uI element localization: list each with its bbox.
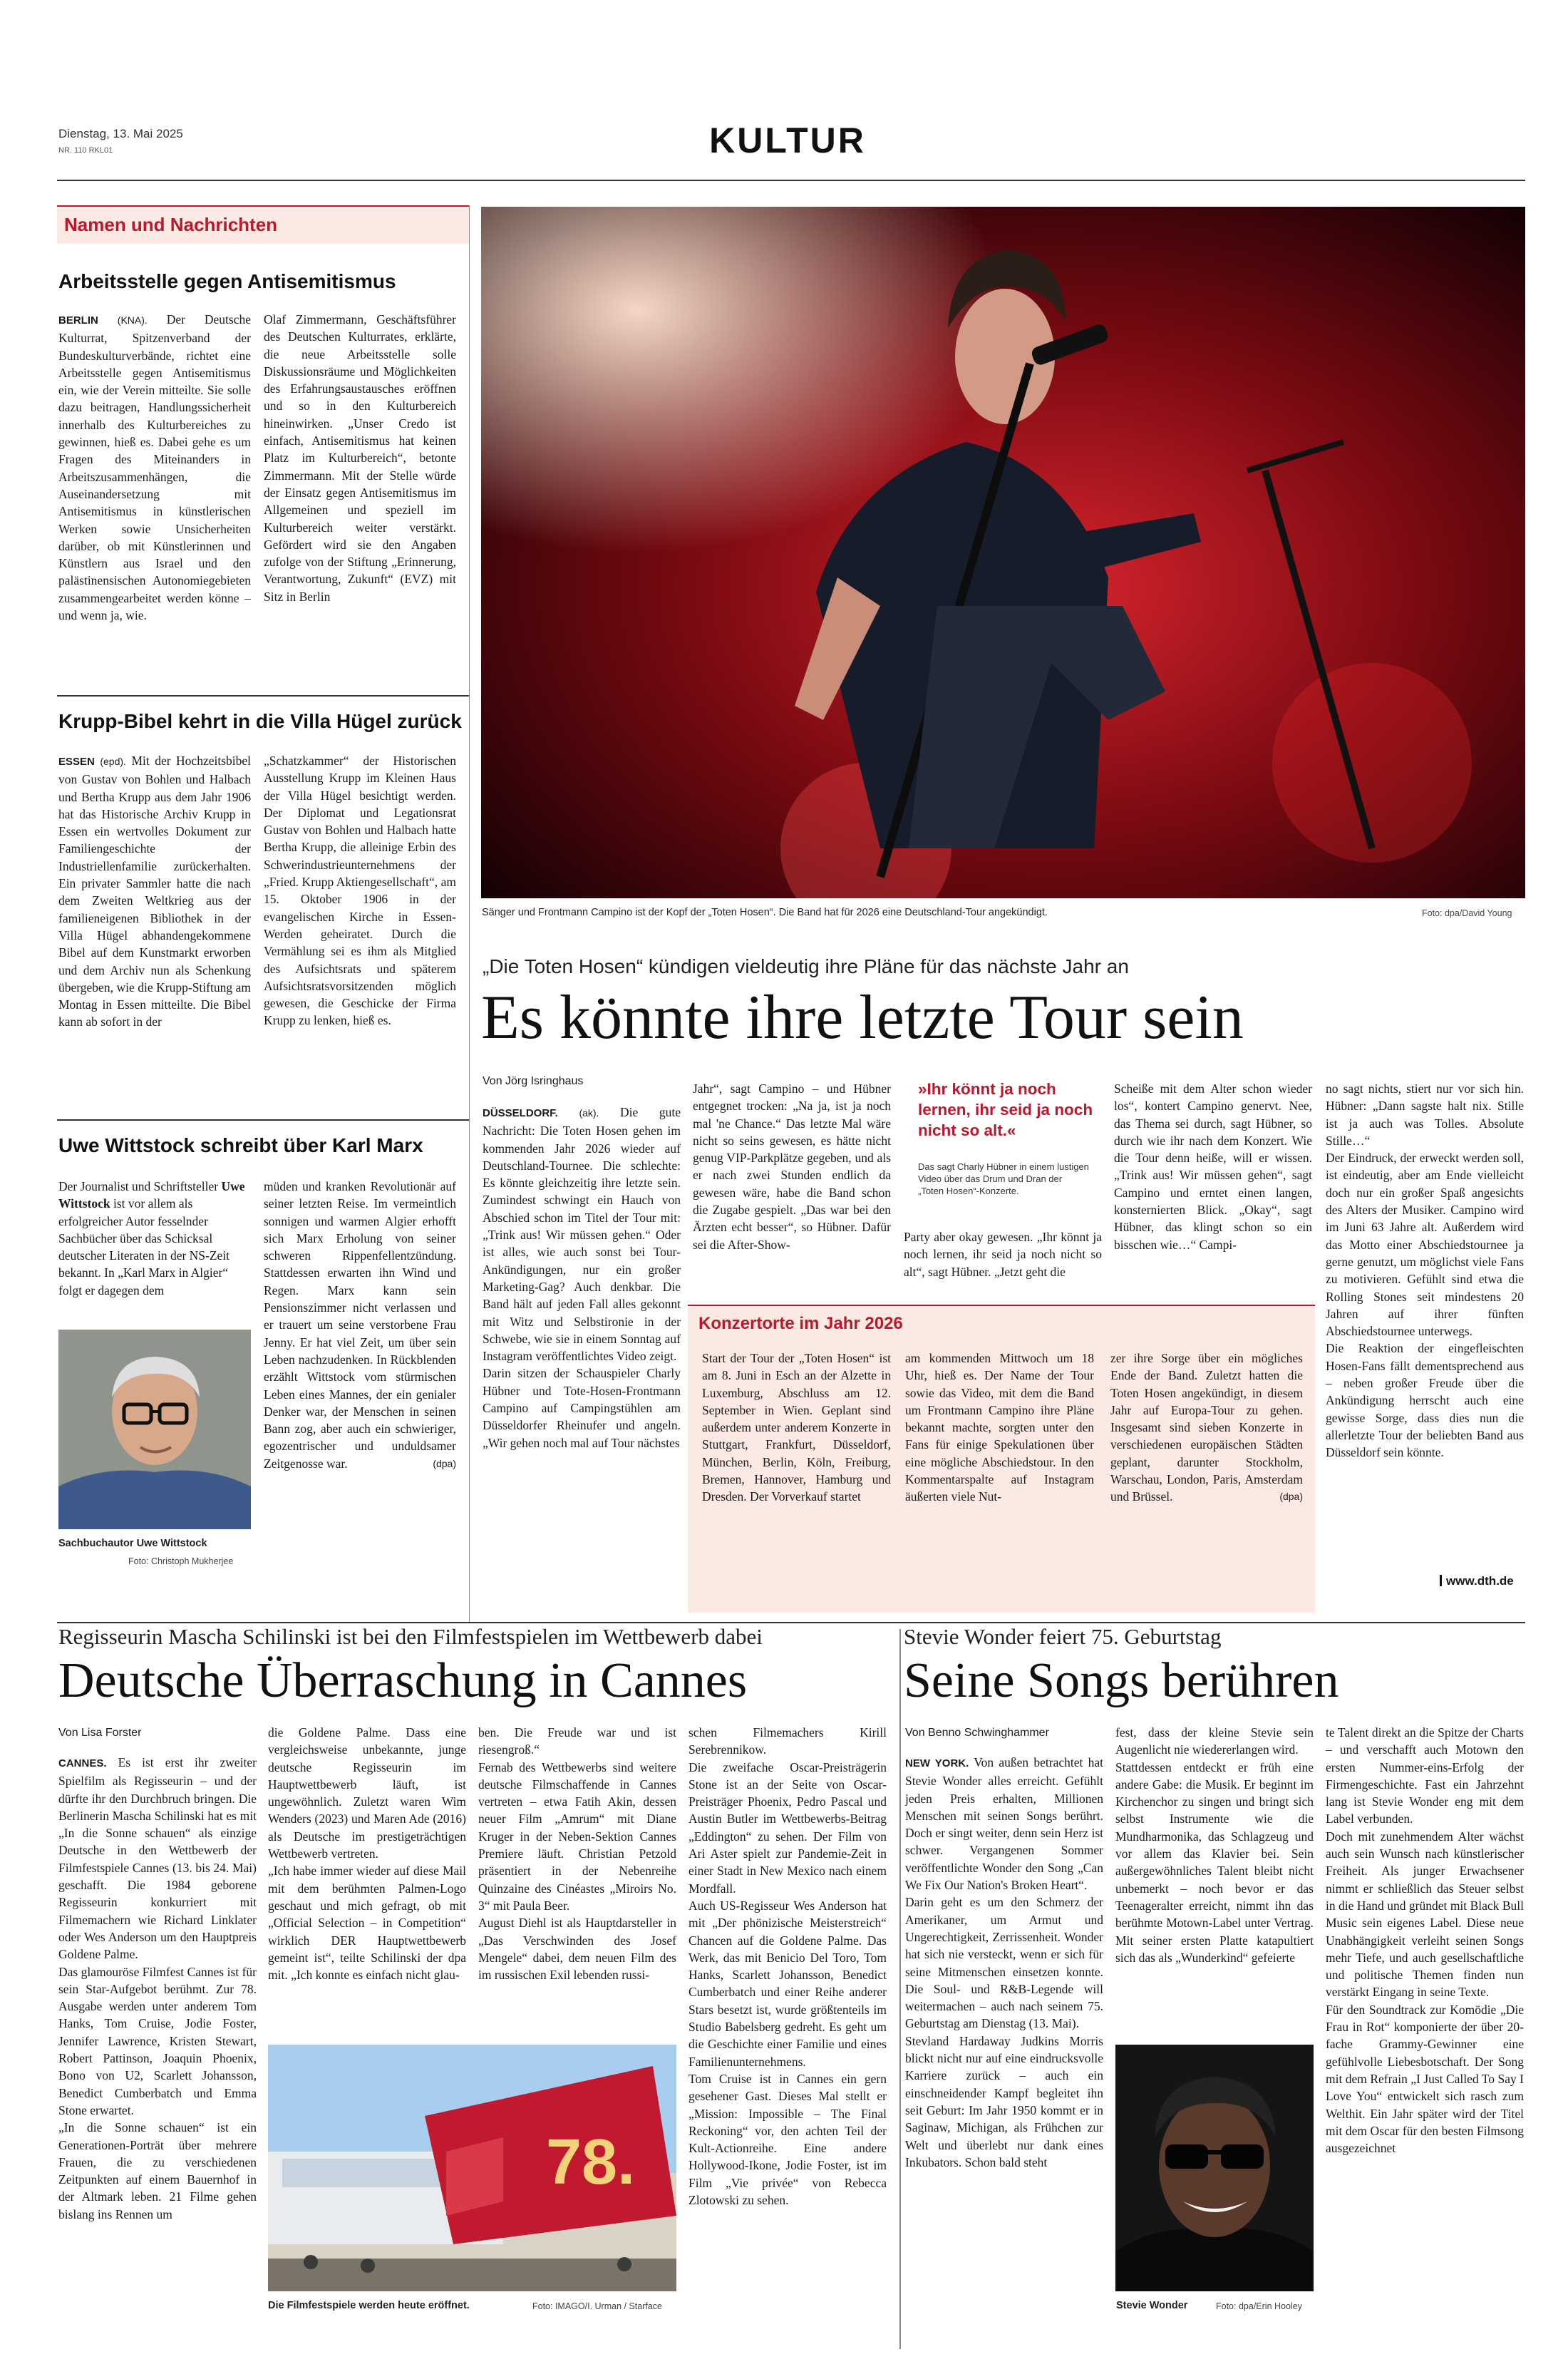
portrait-illustration [58, 1330, 251, 1529]
cannes-col2: die Goldene Palme. Dass eine vergleichsweise unbekannte, junge deutsche Regisseurin im Hauptwettbewerb läuft, ist ungewöhnlich. Zuletzt waren Wim Wenders (2023) und Maren Ade (2016) als Deutsche im prestigeträchtigen Wettbewerb vertreten. „Ich habe immer wieder auf diese Mail mit dem berühmten Palmen-Logo geschaut und mich gefragt, ob mit „Official Selection – in Competition“ wirklich DER Hauptwettbewerb gemeint ist“, teilte Schilinski der dpa mit. „Ich konnte es einfach nicht glau- [268, 1725, 466, 1983]
pull-quote: »Ihr könnt ja noch lernen, ihr seid ja noch nicht so alt.« [918, 1080, 1093, 1139]
agency: (epd). [100, 756, 126, 767]
agency: (KNA). [117, 314, 148, 326]
agency: (ak). [579, 1107, 599, 1119]
banner-number: 78. [546, 2127, 636, 2198]
body-text: Der Deutsche Kulturrat, Spitzenverband der Bundeskulturverbände, richtet eine Arbeitsstelle gegen Antisemitismus ein, wie der Verein mitteilte. Sie solle dazu beitragen, Handlungssicherheit innerhalb des Kulturbereiches zu gewinnen, hieß es. Dabei gehe es um Fragen des Miteinanders in Arbeitszusammenhängen, die Auseinandersetzung mit Antisemitismus in künstlerischen Werken sowie Unsicherheiten darüber, ob mit Künstlerinnen und Künstlern aus Israel und den palästinensischen Autonomiegebieten zusammengearbeitet werden könne – und wenn ja, wie. [58, 312, 251, 623]
infobox-col2: am kommenden Mittwoch um 18 Uhr, hieß es. Der Name der Tour sowie das Video, mit dem die Band um Frontmann Campino ihre Pläne bekannt machte, sorgten unter den Fans für einige Spekulationen über eine mögliche Abschiedstour. In den Kommentarspalte auf Instagram äußerten viele Nut- [905, 1351, 1094, 1504]
lead-kicker: „Die Toten Hosen“ kündigen vieldeutig ihre Pläne für das nächste Jahr an [483, 955, 1129, 977]
author-name: Uwe Wittstock [58, 1179, 245, 1211]
stevie-illustration [1115, 2045, 1314, 2291]
photo-stevie-wonder [1115, 2045, 1314, 2291]
cannes-col3: ben. Die Freude war und ist riesengroß.“ Fernab des Wettbewerbs sind weitere deutsche Filmschaffende in Cannes vertreten – etwa Fatih Akin, dessen neuer Film „Amrum“ mit Diane Kruger in der Neben-Sektion Cannes Premiere läuft. Christian Petzold präsentiert in der Nebenreihe Quinzaine des Cinéastes „Miroirs No. 3“ mit Paula Beer. August Diehl ist als Hauptdarsteller in „Das Verschwinden des Josef Mengele“ dabei, dem neuen Film des im russischen Exil lebenden russi- [478, 1725, 676, 1983]
body-text: müden und kranken Revolutionär auf seiner letzten Reise. Im vermeintlich sonnigen und warmen Algier erhofft sich Marx Erholung von seiner schweren Rippenfellentzündung. Stattdessen erwarten ihn Wind und Regen. Marx kann sein Pensionszimmer nicht verlassen und er trauert um seine verstorbene Frau Jenny. Er hat viel Zeit, um über sein Leben nachzudenken. In Rückblenden erzählt Wittstock vom stürmischen Leben eines Mannes, der ein genialer Denker war, der Menschen in seinen Bann zog, aber auch ein schwieriger, egozentrischer und unduldsamer Zeitgenosse war. [264, 1179, 456, 1471]
palais-illustration [268, 2045, 676, 2291]
lead-col4: Scheiße mit dem Alter schon wieder los“, kontert Campino genervt. Nee, das Thema sei durch, sagt Hübner, so durch wie ihr nach dem Konzert. Wie die Tour denn heiße, will er wissen. „Trink aus! Wir müssen gehen“, sagt Campino und erntet einen langen, konsternierten Blick. „Okay“, sagt Hübner, das klingt schon so ein bisschen wie…“ Campi- [1114, 1081, 1312, 1252]
photo-wittstock-caption: Sachbuchautor Uwe Wittstock [58, 1538, 207, 1549]
stevie-photo-caption: Stevie Wonder [1116, 2300, 1188, 2311]
body-text: Der Journalist und Schriftsteller [58, 1179, 219, 1193]
lead-photo-caption: Sänger und Frontmann Campino ist der Kopf der „Toten Hosen“. Die Band hat für 2026 eine Deutschland-Tour angekündigt. [482, 907, 1048, 918]
news-item-antisemitismus-col1 [58, 311, 251, 685]
web-link-bar [1440, 1575, 1442, 1586]
cannes-col1 [58, 1754, 257, 2345]
news-headline-krupp: Krupp-Bibel kehrt in die Villa Hügel zurück [58, 710, 462, 732]
dateline: NEW YORK. [905, 1757, 969, 1769]
news-item-antisemitismus-col2: Olaf Zimmermann, Geschäftsführer des Deutschen Kulturrates, erklärte, die neue Arbeitsstelle solle Diskussionsräume und Möglichkeiten des Erfahrungsaustausches eröffnen und so in den Kulturbereich hineinwirken. „Unser Credo ist einfach, Antisemitismus hat keinen Platz im Kulturbereich“, betonte Zimmermann. Mit der Stelle würde der Einsatz gegen Antisemitismus im Allgemeinen und speziell im Kulturbereich weiter verstärkt. Gefördert wird sie den Angaben zufolge von der Stiftung „Erinnerung, Verantwortung, Zukunft“ (EVZ) mit Sitz in Berlin [264, 312, 456, 604]
cannes-kicker: Regisseurin Mascha Schilinski ist bei den Filmfestspielen im Wettbewerb dabei [58, 1624, 763, 1649]
divider [57, 695, 469, 697]
news-headline-wittstock: Uwe Wittstock schreibt über Karl Marx [58, 1134, 423, 1156]
photo-wittstock-credit: Foto: Christoph Mukherjee [128, 1556, 234, 1566]
news-item-wittstock-col2 [264, 1178, 456, 1577]
lead-byline: Von Jörg Isringhaus [483, 1075, 584, 1087]
stevie-byline: Von Benno Schwinghammer [905, 1727, 1049, 1739]
body-text: Mit der Hochzeitsbibel von Gustav von Bohlen und Halbach und Bertha Krupp aus dem Jahr 1906 hat das Historische Archiv Krupp in Essen ein wertvolles Dokument zur Familiengeschichte der Industriellenfamilie zurückerhalten. Ein privater Sammler hatte die nach dem Zweiten Weltkrieg aus der familieneigenen Bibliothek in der Villa Hügel abhandengekommene Bibel auf dem Kunstmarkt erworben und dem Archiv nun als Schenkung übergeben, wie die Krupp-Stiftung am Montag in Essen mitteilte. Die Bibel kann ab sofort in der [58, 754, 251, 1029]
agency-end: (dpa) [1279, 1491, 1303, 1503]
stevie-kicker: Stevie Wonder feiert 75. Geburtstag [904, 1624, 1222, 1649]
infobox-col1: Start der Tour der „Toten Hosen“ ist am 8. Juni in Esch an der Alzette in Luxemburg, Abschluss am 12. September in Wien. Geplant sind außerdem unter anderem Konzerte in Stuttgart, Frankfurt, Düsseldorf, München, Berlin, Köln, Freiburg, Bremen, Hannover, Hamburg und Dresden. Der Vorverkauf startet [702, 1351, 891, 1504]
cannes-headline: Deutsche Überraschung in Cannes [58, 1653, 748, 1708]
cannes-photo-credit: Foto: IMAGO/I. Urman / Starface [532, 2301, 662, 2311]
lead-col5 [1326, 1080, 1524, 1608]
cannes-col4: schen Filmemachers Kirill Serebrennikow. Die zweifache Oscar-Preisträgerin Stone ist an der Seite von Oscar-Preisträger Phoenix, Pedro Pascal und Austin Butler im Wettbewerbs-Beitrag „Eddington“ zu sehen. Der Film von Ari Aster spielt zur Pandemie-Zeit in einer Stadt in New Mexico nach einem Mordfall. Auch US-Regisseur Wes Anderson hat mit „Der phönizische Meisterstreich“ Chancen auf die Goldene Palme. Das Werk, das mit Benicio Del Toro, Tom Hanks, Scarlett Johansson, Benedict Cumberbatch und einer Reihe anderer Stars besetzt ist, wurde größtenteils im Studio Babelsberg gedreht. Es geht um die Geschichte einer Familie und eines Familienunternehmens. Tom Cruise ist in Cannes ein gern gesehener Gast. Dieses Mal stellt er „Mission: Impossible – The Final Reckoning“ vor, den achten Teil der Kult-Actionreihe. Eine andere Hollywood-Ikone, Jodie Foster, ist im Film „Vie privée“ von Rebecca Zlotowski zu sehen. [688, 1725, 887, 2208]
dateline: CANNES. [58, 1757, 107, 1769]
lead-col3-bottom: Party aber okay gewesen. „Ihr könnt ja noch lernen, ihr seid ja noch nicht so alt“, sagt Hübner. „Jetzt geht die [904, 1230, 1102, 1279]
news-box-title [57, 205, 469, 244]
concert-illustration [481, 207, 1525, 898]
lead-photo-credit: Foto: dpa/David Young [1422, 908, 1512, 918]
body-text: Die gute Nachricht: Die Toten Hosen gehen im kommenden Jahr 2026 wieder auf Deutschland-Tournee. Die schlechte: Es könnte gleichzeitig ihre letzte sein. Zumindest schwingt ein Hauch von Abschied schon im Titel der Tour mit: „Trink aus! Wir müssen gehen.“ Oder ist alles, wie auch sonst bei Tour-Ankündigungen, nur ein großer Marketing-Gag? Auch denkbar. Die Band hält auf jeden Fall alles gekonnt mit Witz und Selbstironie in der Schwebe, wie sie in einem Sonntag auf Instagram veröffentlichtes Video zeigt. Darin sitzen der Schauspieler Charly Hübner und Tote-Hosen-Frontmann Campino auf Campingstühlen am Düsseldorfer Rheinufer und angeln. „Wir gehen noch mal auf Tour nächstes [483, 1105, 681, 1450]
infobox-title: Konzertorte im Jahr 2026 [698, 1314, 903, 1333]
news-headline-antisemitismus: Arbeitsstelle gegen Antisemitismus [58, 270, 396, 292]
dateline: BERLIN [58, 314, 98, 327]
stevie-col3: te Talent direkt an die Spitze der Charts – und verschafft auch Motown den ersten Nummer-eins-Erfolg der Firmengeschichte. Fast ein Jahrzehnt lang ist Stevie Wonder eng mit dem Label verbunden. Doch mit zunehmendem Alter wächst auch sein Wunsch nach künstlerischer Freiheit. Als junger Erwachsener nimmt er schließlich das Steuer selbst in die Hand und gründet mit Black Bull Music sein eigenes Label. Diese neue Unabhängigkeit verleiht seinen Songs mehr Tiefe, und auch gesellschaftliche und politische Themen finden nun verstärkt Eingang in seine Texte. Für den Soundtrack zur Komödie „Die Frau in Rot“ komponierte der über 20-fache Grammy-Gewinner eine gefühlvolle Liebesbotschaft. Der Song mit dem Refrain „I Just Called To Say I Love You“ entwickelt sich rasch zum Welthit. Ein Jahr später wird der Titel mit dem Oscar für den besten Filmsong ausgezeichnet [1326, 1725, 1524, 2156]
dateline: ESSEN [58, 756, 95, 768]
body-text: no sagt nichts, stiert nur vor sich hin. Hübner: „Dann sagste halt nix. Stille ist ja auch was Tolles. Absolute Stille…“ Der Eindruck, der erweckt werden soll, ist eindeutig, aber am Ende vielleicht doch nur ein großer Spaß angesichts des Alters der Musiker. Campino wird im Juni 63 Jahre alt. Außerdem wird das Motto einer Abschiedstournee ja gerne genutzt, um möglichst viele Fans zu motivieren. Gefühlt sind etwa die Rolling Stones seit mindestens 20 Jahren auf ihrer fünften Abschiedstournee unterwegs. Die Reaktion der eingefleischten Hosen-Fans fällt dementsprechend aus – neben großer Freude über die Ankündigung herrscht auch eine gewisse Sorge, dass dies nun die allerletzte Tour der beliebten Band aus Düsseldorf sein könnte. [1326, 1081, 1524, 1460]
web-link[interactable] [1440, 1574, 1514, 1588]
issue-number: NR. 110 RKL01 [58, 146, 113, 155]
news-item-krupp-col1 [58, 752, 251, 1116]
body-text: zer ihre Sorge über ein mögliches Ende der Band. Zuletzt hatten die Toten Hosen angekündigt, in diesem Jahr auf Europa-Tour zu gehen. Insgesamt sind sieben Konzerte in verschiedenen europäischen Städten geplant, darunter Stockholm, Warschau, London, Paris, Amsterdam und Brüssel. [1110, 1351, 1303, 1504]
section-title: KULTUR [709, 120, 866, 160]
section-divider [57, 1622, 1525, 1623]
divider [57, 1119, 469, 1121]
photo-cannes-palais [268, 2045, 676, 2291]
lead-headline: Es könnte ihre letzte Tour sein [481, 983, 1244, 1052]
lead-col1 [483, 1104, 681, 1603]
photo-campino [481, 207, 1525, 898]
body-text: Von außen betrachtet hat Stevie Wonder alles erreicht. Gefühlt jeden Preis erhalten, Millionen Menschen mit seinen Songs berührt. Doch er singt weiter, denn sein Herz ist schwer. Vergangenen Sommer veröffentlichte Wonder den Song „Can We Fix Our Nation's Broken Heart“. Darin geht es um den Schmerz der Amerikaner, um Armut und Ungerechtigkeit, Zerrissenheit. Wonder hat sich nie versteckt, wenn er sich für seine Mitmenschen einsetzen konnte. Die Soul- und R&B-Legende will weitermachen – auch nach seinem 75. Geburtstag am Dienstag (13. Mai). Stevland Hardaway Judkins Morris blickt nicht nur auf eine eindrucksvolle Karriere zurück – auch ein einschneidender Kampf begleitet ihn seit Geburt: Im Jahr 1950 kommt er in Saginaw, Michigan, als Frühchen zur Welt und überlebt nur dank eines Inkubators. Schon bald steht [905, 1755, 1103, 2169]
stevie-headline: Seine Songs berühren [904, 1653, 1339, 1708]
cannes-photo-caption: Die Filmfestspiele werden heute eröffnet. [268, 2300, 470, 2311]
stevie-photo-credit: Foto: dpa/Erin Hooley [1216, 2301, 1302, 2311]
news-item-wittstock-col1 [58, 1178, 251, 1320]
pull-quote-caption: Das sagt Charly Hübner in einem lustigen Video über das Drum und Dran der „Toten Hosen“-Konzerte. [918, 1161, 1089, 1196]
infobox-col3 [1110, 1350, 1303, 1606]
news-box-title-text: Namen und Nachrichten [64, 214, 278, 235]
issue-date: Dienstag, 13. Mai 2025 [58, 127, 183, 140]
masthead-rule [57, 180, 1525, 181]
stevie-col2: fest, dass der kleine Stevie sein Augenlicht nie wiedererlangen wird. Stattdessen entdeckt er früh eine andere Gabe: die Musik. Er beginnt im Kirchenchor zu singen und bringt sich selbst Instrumente wie die Mundharmonika, das Schlagzeug und vor allem das Klavier bei. Sein außergewöhnliches Talent bleibt nicht unbemerkt – noch bevor er das Teenageralter erreicht, nimmt ihn das berühmte Motown-Label unter Vertrag. Mit seiner ersten Platte katapultiert sich das als „Wunderkind“ gefeierte [1115, 1725, 1314, 1965]
body-text: ist vor allem als erfolgreicher Autor fesselnder Sachbücher über das Schicksal deutscher Literaten in der NS-Zeit bekannt. In „Karl Marx in Algier“ folgt er dagegen dem [58, 1196, 230, 1298]
agency-end: (dpa) [433, 1457, 456, 1469]
dateline: DÜSSELDORF. [483, 1107, 558, 1119]
stevie-col1 [905, 1754, 1103, 2345]
body-text: Es ist erst ihr zweiter Spielfilm als Regisseurin – und der dürfte ihr den Durchbruch bringen. Die Berlinerin Mascha Schilinski hat es mit „In die Sonne schauen“ als einzige Deutsche in den Wettbewerb der Filmfestspiele Cannes (13. bis 24. Mai) geschafft. Die 1984 geborene Regisseurin konkurriert mit Filmemachern wie Richard Linklater oder Wes Anderson um den Hauptpreis Goldene Palme. Das glamouröse Filmfest Cannes ist für sein Star-Aufgebot berühmt. Zur 78. Ausgabe werden unter anderem Tom Hanks, Tom Cruise, Jodie Foster, Jennifer Lawrence, Kristen Stewart, Robert Pattinson, Joaquin Phoenix, Bono von U2, Scarlett Johansson, Benedict Cumberbatch und Emma Stone erwartet. „In die Sonne schauen“ ist ein Generationen-Porträt über mehrere Frauen, die zu verschiedenen Zeitpunkten auf einem Bauernhof in der Altmark leben. 21 Filme gehen bislang ins Rennen um [58, 1755, 257, 2221]
web-link-text[interactable]: www.dth.de [1446, 1574, 1514, 1588]
column-divider [899, 1629, 901, 2349]
cannes-byline: Von Lisa Forster [58, 1727, 142, 1739]
lead-col2-top: Jahr“, sagt Campino – und Hübner entgegnet trocken: „Na ja, ist ja noch mal 'ne Chance.“ Das letzte Mal wäre nicht so seins gewesen, es hätte nicht genug VIP-Parkplätze gegeben, und als er nach zwei Stunden endlich da gewesen wäre, habe die Band schon die Zugabe gespielt. „Das war bei den Ärzten echt besser“, so Hübner. Dafür sei die After-Show- [693, 1081, 891, 1252]
photo-wittstock [58, 1330, 251, 1529]
news-item-krupp-col2: „Schatzkammer“ der Historischen Ausstellung Krupp im Kleinen Haus der Villa Hügel besichtigt werden. Der Diplomat und Legationsrat Gustav von Bohlen und Halbach hatte Bertha Krupp, die alleinige Erbin des Schwerindustrieunternehmens der „Fried. Krupp Aktiengesellschaft“, am 15. Oktober 1906 in der evangelischen Kirche in Essen-Werden geheiratet. Durch die Vermählung sei es ihm als Mitglied des Aufsichtsrats und späterem Aufsichtsratsvorsitzenden möglich gewesen, die Geschicke der Firma Krupp zu lenken, hieß es. [264, 754, 456, 1028]
